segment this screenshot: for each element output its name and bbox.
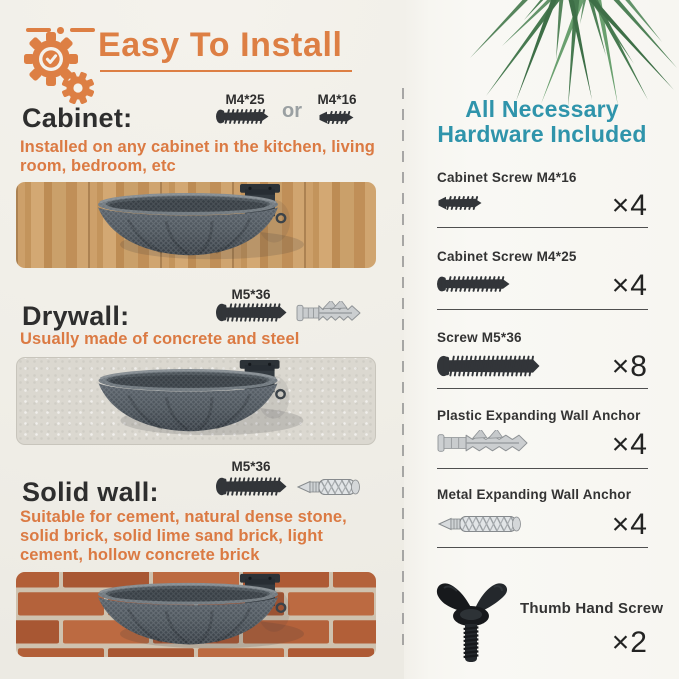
drywall-mounted-planter-photo [16, 357, 376, 445]
screw-icon [318, 111, 355, 124]
cabinet-screw-m4x16-icon [437, 196, 483, 210]
drywall-heading: Drywall: [22, 301, 130, 331]
hardware-item-label: Plastic Expanding Wall Anchor [437, 408, 641, 423]
gear-check-icon [22, 32, 94, 104]
hardware-item-label: Cabinet Screw M4*16 [437, 170, 577, 185]
hardware-item-qty: ×8 [611, 350, 648, 383]
thumb-hand-screw-icon [432, 574, 510, 666]
hardware-item-label: Cabinet Screw M4*25 [437, 249, 577, 264]
hardware-item-qty: ×4 [611, 269, 648, 302]
metal-anchor-icon [437, 511, 523, 537]
screw-size-label: M5*36 [231, 287, 271, 302]
solid-wall-heading: Solid wall: [22, 477, 159, 507]
solid-wall-description: Suitable for cement, natural dense stone, solid brick, solid lime sand brick, light cement, hollow concrete brick [20, 508, 347, 564]
divider [437, 547, 648, 548]
cabinet-heading: Cabinet: [22, 103, 133, 133]
hardware-item-qty: ×4 [611, 508, 648, 541]
cabinet-screw-m4x25-icon [437, 276, 511, 292]
plastic-anchor-icon [437, 430, 529, 456]
screw-m5x36-icon [437, 355, 541, 377]
divider [437, 468, 648, 469]
divider [437, 309, 648, 310]
hardware-item-qty: ×2 [611, 626, 648, 659]
divider [437, 388, 648, 389]
screw-size-label: M4*16 [317, 92, 357, 107]
cabinet-description: Installed on any cabinet in the kitchen, living room, bedroom, etc [20, 138, 375, 175]
or-label: or [282, 100, 302, 122]
page-title: Easy To Install [98, 26, 343, 64]
divider [437, 227, 648, 228]
drywall-description: Usually made of concrete and steel [20, 330, 300, 348]
screw-icon [216, 303, 288, 322]
hardware-item-label: Thumb Hand Screw [520, 600, 664, 617]
hardware-item-qty: ×4 [611, 189, 648, 222]
hardware-item-qty: ×4 [611, 428, 648, 461]
brick-wall-mounted-planter-photo [16, 572, 376, 657]
screw-size-label: M4*25 [225, 92, 265, 107]
hardware-item-label: Metal Expanding Wall Anchor [437, 487, 632, 502]
cabinet-mounted-planter-photo [16, 182, 376, 268]
metal-anchor-icon [296, 475, 362, 499]
screw-icon [216, 477, 288, 496]
screw-size-label: M5*36 [231, 459, 271, 474]
plastic-anchor-icon [296, 301, 362, 325]
screw-icon [216, 109, 270, 124]
title-underline [100, 70, 352, 72]
hardware-panel-title: All Necessary Hardware Included [437, 96, 647, 147]
hardware-item-label: Screw M5*36 [437, 330, 522, 345]
vertical-dashed-divider [402, 88, 404, 654]
